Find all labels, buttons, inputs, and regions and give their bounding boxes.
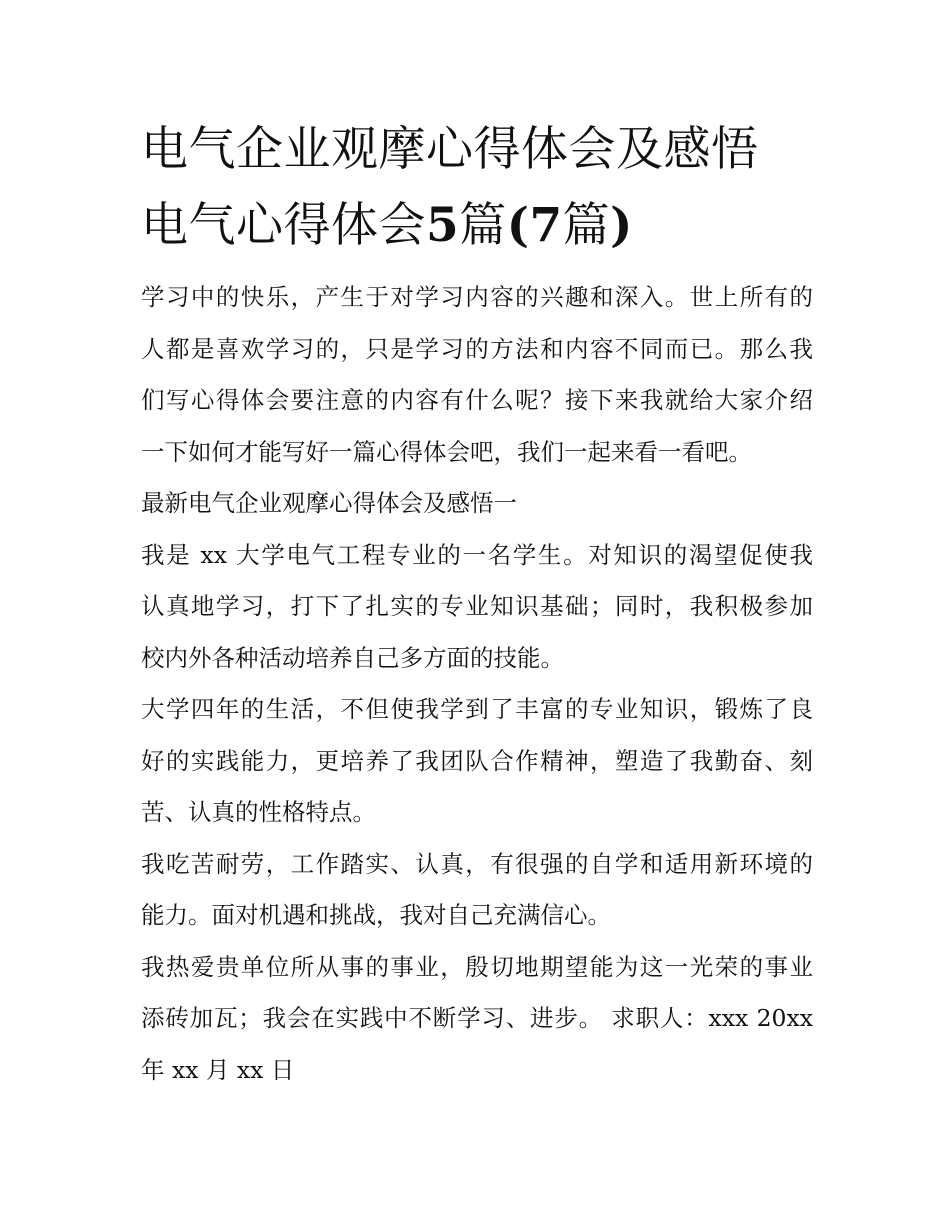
paragraph-line: 学习中的快乐，产生于对学习内容的兴趣和深入。世上所有的 bbox=[141, 283, 813, 311]
paragraph-self-intro bbox=[141, 530, 813, 685]
paragraph-line: 大学四年的生活，不但使我学到了丰富的专业知识，锻炼了良 bbox=[141, 695, 813, 723]
document-body bbox=[141, 272, 813, 1096]
section-heading-text: 最新电气企业观摩心得体会及感悟一 bbox=[141, 489, 517, 517]
title-paren-open: (7 bbox=[506, 198, 563, 253]
paragraph-line: 能力。面对机遇和挑战，我对自己充满信心。 bbox=[141, 901, 611, 929]
paragraph-line: 好的实践能力，更培养了我团队合作精神，塑造了我勤奋、刻 bbox=[141, 746, 813, 775]
paragraph-line: 人都是喜欢学习的，只是学习的方法和内容不同而已。那么我 bbox=[141, 334, 813, 363]
paragraph-line: 们写心得体会要注意的内容有什么呢？接下来我就给大家介绍 bbox=[141, 386, 813, 414]
paragraph-university-life bbox=[141, 684, 813, 839]
paragraph-line: 校内外各种活动培养自己多方面的技能。 bbox=[141, 643, 564, 672]
document-content bbox=[141, 112, 813, 1096]
paragraph-line: 我是 xx 大学电气工程专业的一名学生。对知识的渴望促使我 bbox=[141, 540, 813, 569]
title-number: 5 bbox=[426, 198, 460, 253]
title-line-1: 电气企业观摩心得体会及感悟 bbox=[141, 122, 759, 177]
signature-date-line: 年 xx 月 xx 日 bbox=[141, 1055, 295, 1084]
paragraph-line: 我吃苦耐劳，工作踏实、认真，有很强的自学和适用新环境的 bbox=[141, 849, 813, 878]
title-paren-close: ) bbox=[610, 198, 633, 253]
paragraph-line: 添砖加瓦；我会在实践中不断学习、进步。 求职人：xxx 20xx bbox=[141, 1004, 813, 1032]
paragraph-work-attitude bbox=[141, 839, 813, 942]
paragraph-line: 认真地学习，打下了扎实的专业知识基础；同时，我积极参加 bbox=[141, 592, 813, 620]
paragraph-closing bbox=[141, 942, 813, 1097]
title-line-2 bbox=[141, 188, 813, 264]
paragraph-line: 一下如何才能写好一篇心得体会吧，我们一起来看一看吧。 bbox=[141, 437, 752, 466]
title-word-2: 篇 bbox=[562, 198, 611, 253]
paragraph-line: 苦、认真的性格特点。 bbox=[141, 798, 376, 826]
paragraph-intro bbox=[141, 272, 813, 478]
paragraph-line: 我热爱贵单位所从事的事业，殷切地期望能为这一光荣的事业 bbox=[141, 952, 813, 981]
section-heading bbox=[141, 478, 813, 530]
title-line-2-text: 电气心得体会 bbox=[141, 198, 426, 253]
title-word: 篇 bbox=[459, 198, 507, 253]
document-title bbox=[141, 112, 813, 264]
